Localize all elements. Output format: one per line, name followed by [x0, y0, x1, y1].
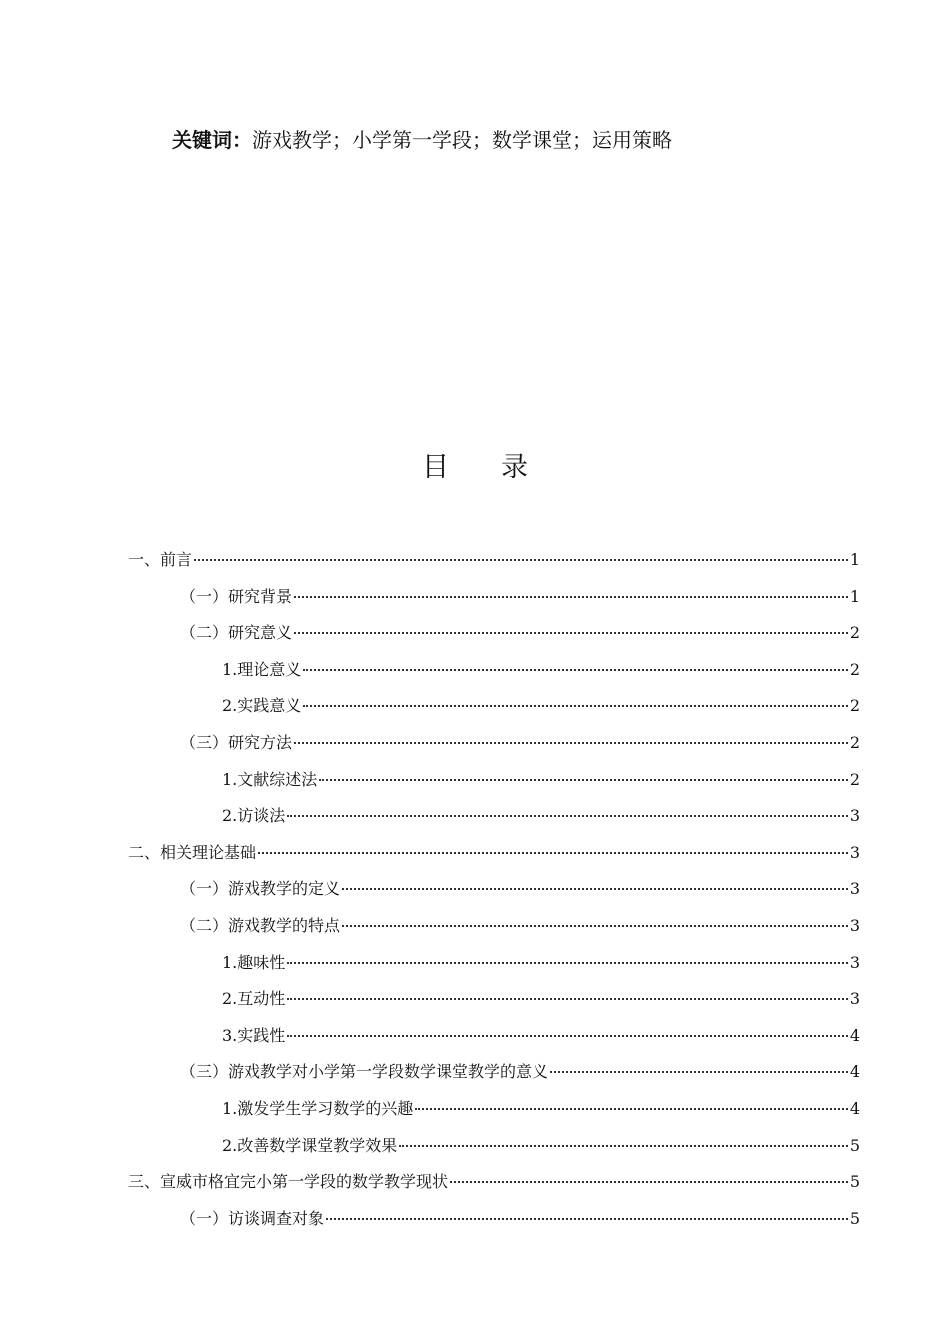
toc-title-char-2: 录 — [501, 452, 528, 483]
toc-entry-title: 2.改善数学课堂教学效果 — [222, 1135, 398, 1155]
toc-entry-title: 三、宣威市格宜完小第一学段的数学教学现状 — [128, 1172, 449, 1192]
toc-entry-title: 2.实践意义 — [222, 696, 302, 716]
toc-title-char-1: 目 — [422, 452, 449, 483]
toc-entry[interactable] — [128, 798, 860, 835]
toc-dot-leader — [342, 925, 848, 927]
toc-dot-leader — [287, 962, 848, 964]
toc-entry[interactable] — [128, 1018, 860, 1055]
keywords-label: 关键词： — [172, 128, 252, 152]
toc-page-number: 1 — [849, 586, 860, 606]
keywords-text: 游戏教学；小学第一学段；数学课堂；运用策略 — [252, 128, 672, 152]
toc-page-number: 2 — [849, 659, 860, 679]
toc-entry-title: （三）游戏教学对小学第一学段数学课堂教学的意义 — [180, 1062, 549, 1082]
toc-dot-leader — [194, 559, 848, 561]
toc-dot-leader — [550, 1071, 848, 1073]
toc-entry[interactable] — [128, 945, 860, 982]
toc-page-number: 5 — [849, 1208, 860, 1228]
toc-dot-leader — [287, 1035, 848, 1037]
toc-entry-title: 2.互动性 — [222, 989, 286, 1009]
toc-entry-title: 二、相关理论基础 — [128, 842, 257, 862]
toc-entry-title: （一）游戏教学的定义 — [180, 879, 341, 899]
toc-entry-title: （一）研究背景 — [180, 586, 293, 606]
toc-entry-title: （二）游戏教学的特点 — [180, 915, 341, 935]
keywords-line — [172, 124, 672, 156]
toc-entry-title: 2.访谈法 — [222, 806, 286, 826]
toc-entry[interactable] — [128, 1054, 860, 1091]
toc-page-number: 3 — [849, 806, 860, 826]
toc-dot-leader — [258, 852, 848, 854]
toc-page-number: 3 — [849, 842, 860, 862]
toc-page-number: 3 — [849, 989, 860, 1009]
toc-dot-leader — [287, 815, 848, 817]
toc-entry-title: 一、前言 — [128, 550, 193, 569]
toc-entry[interactable] — [128, 725, 860, 762]
toc-dot-leader — [319, 779, 848, 781]
toc-entry-title: （二）研究意义 — [180, 623, 293, 643]
toc-page-number: 3 — [849, 952, 860, 972]
toc-entry[interactable] — [128, 1091, 860, 1128]
toc-dot-leader — [287, 998, 848, 1000]
toc-entry-title: （三）研究方法 — [180, 732, 293, 752]
toc-page-number: 4 — [849, 1062, 860, 1082]
toc-dot-leader — [294, 742, 848, 744]
table-of-contents — [128, 542, 860, 1237]
toc-entry[interactable] — [128, 652, 860, 689]
toc-entry[interactable] — [128, 688, 860, 725]
toc-page-number: 5 — [849, 1172, 860, 1192]
toc-dot-leader — [326, 1218, 848, 1220]
toc-page-number: 2 — [849, 732, 860, 752]
toc-entry[interactable] — [128, 981, 860, 1018]
toc-dot-leader — [399, 1145, 848, 1147]
toc-entry[interactable] — [128, 762, 860, 799]
toc-page-number: 1 — [849, 550, 860, 569]
toc-dot-leader — [294, 632, 848, 634]
toc-page-number: 2 — [849, 623, 860, 643]
toc-entry[interactable] — [128, 835, 860, 872]
toc-page-number: 5 — [849, 1135, 860, 1155]
toc-entry[interactable] — [128, 871, 860, 908]
toc-dot-leader — [303, 705, 848, 707]
toc-entry-title: 1.趣味性 — [222, 952, 286, 972]
toc-page-number: 2 — [849, 769, 860, 789]
toc-entry[interactable] — [128, 1201, 860, 1238]
toc-page-number: 4 — [849, 1025, 860, 1045]
toc-entry[interactable] — [128, 542, 860, 579]
toc-page-number: 2 — [849, 696, 860, 716]
toc-page-number: 3 — [849, 915, 860, 935]
toc-entry[interactable] — [128, 1164, 860, 1201]
toc-dot-leader — [342, 888, 848, 890]
toc-entry[interactable] — [128, 908, 860, 945]
toc-entry-title: （一）访谈调查对象 — [180, 1208, 325, 1228]
toc-entry-title: 3.实践性 — [222, 1025, 286, 1045]
toc-entry-title: 1.文献综述法 — [222, 769, 318, 789]
toc-entry[interactable] — [128, 615, 860, 652]
toc-page-number: 3 — [849, 879, 860, 899]
toc-entry[interactable] — [128, 1128, 860, 1165]
toc-dot-leader — [450, 1181, 848, 1183]
toc-dot-leader — [294, 596, 848, 598]
toc-entry-title: 1.激发学生学习数学的兴趣 — [222, 1098, 414, 1118]
toc-dot-leader — [303, 669, 848, 671]
toc-entry[interactable] — [128, 579, 860, 616]
toc-entry-title: 1.理论意义 — [222, 659, 302, 679]
toc-page-number: 4 — [849, 1098, 860, 1118]
toc-dot-leader — [415, 1108, 848, 1110]
toc-title — [0, 448, 950, 488]
